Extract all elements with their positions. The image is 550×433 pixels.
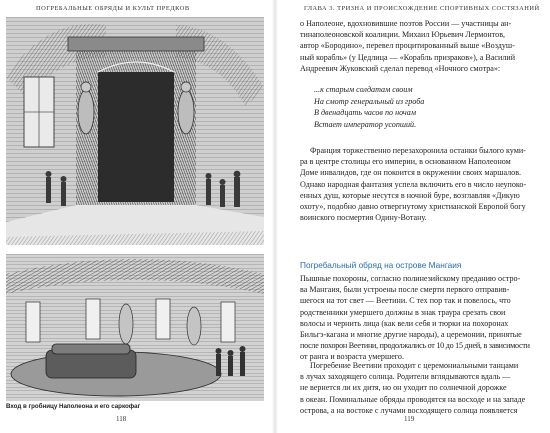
verse-line: Встает император усопший.	[314, 119, 417, 129]
text-line: от ранга и возраста умершего.	[300, 352, 404, 362]
text-line: ра в центре столицы его империи, в основанном Наполеоном	[300, 157, 511, 167]
text-line: Бильгэ-кагана и многие другие народы), а церемонии, принятые	[300, 330, 522, 340]
text-line: не вернется ли их дитя, но он уходит по солнечной дорожке	[300, 383, 507, 393]
text-line: ва Мангаия, были устроены после смерти первого отправив-	[300, 285, 510, 295]
text-line: шегося на тот свет — Веетини. С тех пор так и повелось, что	[300, 296, 511, 306]
paragraph-4	[300, 360, 538, 416]
verse-line: В двенадцать часов по ночам	[314, 108, 416, 117]
text-line: о Наполеоне, вдохновившие поэтов России — участницы ан-	[300, 19, 512, 28]
running-head-right: ГЛАВА 3. ТРИЗНА И ПРОИСХОЖДЕНИЕ СПОРТИВНЫХ СОСТЯЗАНИЙ	[304, 5, 540, 12]
verse-quote	[314, 84, 550, 130]
engraving-sarcophagus	[6, 254, 264, 401]
text-line: воинского посмертия Одину-Вотану.	[300, 213, 427, 223]
text-line: ный корабль» (у Цедлица — «Корабль призраков»), а Василий	[300, 52, 516, 62]
text-line: в лучах заходящего солнца. Родители вглядываются вдаль —	[300, 372, 511, 382]
paragraph-2	[300, 145, 538, 223]
text-line: острова, а на востоке с лучами восходящего солнца появляется	[300, 405, 518, 415]
text-line: автор «Бородино», перевел процитированный выше «Воздуш-	[300, 41, 515, 51]
engraving-tomb-entrance	[6, 17, 264, 245]
left-page	[0, 0, 272, 433]
text-line: енных душ, которые несутся в ночной буре, возглавляя «Дикую	[300, 190, 520, 200]
text-line: Погребение Веетини проходит с церемониальными танцами	[310, 361, 519, 370]
text-line: Однако народная фантазия успела включить его в число неупоко-	[300, 179, 527, 189]
right-page	[278, 0, 550, 433]
text-line: Доме инвалидов, где он покоится в окружении своих маршалов.	[300, 168, 522, 178]
text-line: тинаполеоновской коалиции. Михаил Юрьевич Лермонтов,	[300, 30, 506, 40]
text-line: волосы и чернить лица (как вели себя и тюрки на похоронах	[300, 318, 509, 328]
paragraph-1	[300, 18, 538, 74]
text-line: Пышные похороны, согласно полинезийскому преданию остро-	[300, 274, 521, 283]
verse-line: ...к старым солдатам своим	[314, 85, 413, 94]
figure-caption: Вход в гробницу Наполеона и его саркофаг	[6, 403, 141, 410]
running-head-left: ПОГРЕБАЛЬНЫЕ ОБРЯДЫ И КУЛЬТ ПРЕДКОВ	[36, 5, 190, 12]
verse-line: На смотр генеральный из гроба	[314, 96, 425, 106]
section-heading: Погребальный обряд на острове Мангаия	[300, 260, 462, 270]
text-line: после похорон Веетини, продолжались от 10 до 15 дней, в зависимости	[300, 341, 530, 351]
text-line: охоту», подобно давно отвергнутому христианской Европой богу	[300, 202, 526, 212]
paragraph-3	[300, 273, 538, 363]
page-number-right: 119	[404, 415, 415, 423]
text-line: Андреевич Жуковский сделал перевод «Ночного смотра»:	[300, 63, 501, 73]
text-line: Франция торжественно перезахоронила останки былого куми-	[310, 146, 526, 155]
page-number-left: 118	[116, 415, 127, 423]
text-line: родственники умершего должны в знак траура срезать свои	[300, 307, 506, 317]
text-line: в океан. Поминальные обряды проводятся на восходе и на западе	[300, 394, 526, 404]
